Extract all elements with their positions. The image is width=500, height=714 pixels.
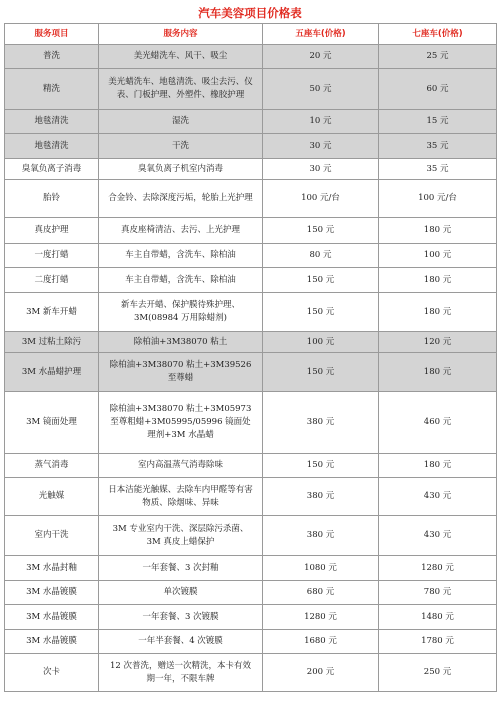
table-row bbox=[5, 392, 497, 454]
table-header-row bbox=[5, 24, 497, 45]
cell-five-seat-price: 150 元 bbox=[263, 293, 379, 332]
cell-five-seat-price: 20 元 bbox=[263, 45, 379, 69]
table-row bbox=[5, 605, 497, 630]
cell-seven-seat-price: 100 元/台 bbox=[379, 180, 497, 218]
cell-service-content: 日本洁能光触媒、去除车内甲醛等有害物质、除烟味、异味 bbox=[99, 478, 263, 516]
cell-five-seat-price: 150 元 bbox=[263, 353, 379, 392]
table-row bbox=[5, 654, 497, 692]
cell-five-seat-price: 680 元 bbox=[263, 581, 379, 605]
cell-seven-seat-price: 180 元 bbox=[379, 293, 497, 332]
cell-service-content: 一年套餐、3 次镀膜 bbox=[99, 605, 263, 630]
cell-seven-seat-price: 1780 元 bbox=[379, 630, 497, 654]
cell-seven-seat-price: 780 元 bbox=[379, 581, 497, 605]
cell-service-item: 3M 水晶封釉 bbox=[5, 556, 99, 581]
cell-service-content: 车主自带蜡，含洗车、除柏油 bbox=[99, 268, 263, 293]
cell-service-item: 地毯清洗 bbox=[5, 110, 99, 134]
table-row bbox=[5, 268, 497, 293]
table-row bbox=[5, 454, 497, 478]
cell-five-seat-price: 80 元 bbox=[263, 244, 379, 268]
cell-five-seat-price: 380 元 bbox=[263, 392, 379, 454]
table-body bbox=[5, 45, 497, 692]
cell-five-seat-price: 1680 元 bbox=[263, 630, 379, 654]
cell-service-item: 3M 新车开蜡 bbox=[5, 293, 99, 332]
table-row bbox=[5, 353, 497, 392]
cell-five-seat-price: 100 元/台 bbox=[263, 180, 379, 218]
column-header-seven-seat-price: 七座车(价格) bbox=[379, 24, 497, 45]
cell-five-seat-price: 30 元 bbox=[263, 134, 379, 159]
cell-seven-seat-price: 35 元 bbox=[379, 159, 497, 180]
cell-seven-seat-price: 430 元 bbox=[379, 478, 497, 516]
cell-five-seat-price: 150 元 bbox=[263, 268, 379, 293]
cell-five-seat-price: 150 元 bbox=[263, 454, 379, 478]
cell-seven-seat-price: 120 元 bbox=[379, 332, 497, 353]
cell-seven-seat-price: 250 元 bbox=[379, 654, 497, 692]
cell-service-content: 一年半套餐、4 次镀膜 bbox=[99, 630, 263, 654]
cell-five-seat-price: 30 元 bbox=[263, 159, 379, 180]
cell-service-item: 3M 过粘土除污 bbox=[5, 332, 99, 353]
cell-service-item: 真皮护理 bbox=[5, 218, 99, 244]
cell-service-item: 臭氧负离子消毒 bbox=[5, 159, 99, 180]
table-row bbox=[5, 159, 497, 180]
table-row bbox=[5, 293, 497, 332]
cell-service-item: 一度打蜡 bbox=[5, 244, 99, 268]
cell-seven-seat-price: 430 元 bbox=[379, 516, 497, 556]
cell-service-content: 12 次普洗，赠送一次精洗，本卡有效期一年，不限车牌 bbox=[99, 654, 263, 692]
cell-seven-seat-price: 15 元 bbox=[379, 110, 497, 134]
table-row bbox=[5, 69, 497, 110]
cell-five-seat-price: 380 元 bbox=[263, 478, 379, 516]
cell-service-content: 车主自带蜡，含洗车、除柏油 bbox=[99, 244, 263, 268]
cell-seven-seat-price: 60 元 bbox=[379, 69, 497, 110]
cell-seven-seat-price: 25 元 bbox=[379, 45, 497, 69]
cell-service-content: 单次镀膜 bbox=[99, 581, 263, 605]
table-row bbox=[5, 45, 497, 69]
cell-service-content: 臭氧负离子机室内消毒 bbox=[99, 159, 263, 180]
table-row bbox=[5, 180, 497, 218]
cell-service-item: 3M 水晶镀膜 bbox=[5, 605, 99, 630]
cell-service-item: 胎铃 bbox=[5, 180, 99, 218]
table-row bbox=[5, 110, 497, 134]
cell-service-item: 室内干洗 bbox=[5, 516, 99, 556]
cell-service-content: 3M 专业室内干洗、深层除污杀菌、3M 真皮上蜡保护 bbox=[99, 516, 263, 556]
cell-seven-seat-price: 180 元 bbox=[379, 353, 497, 392]
column-header-five-seat-price: 五座车(价格) bbox=[263, 24, 379, 45]
cell-seven-seat-price: 1480 元 bbox=[379, 605, 497, 630]
table-row bbox=[5, 134, 497, 159]
cell-seven-seat-price: 35 元 bbox=[379, 134, 497, 159]
table-row bbox=[5, 244, 497, 268]
cell-service-item: 3M 镜面处理 bbox=[5, 392, 99, 454]
cell-service-content: 真皮座椅清洁、去污、上光护理 bbox=[99, 218, 263, 244]
cell-service-content: 室内高温蒸气消毒除味 bbox=[99, 454, 263, 478]
table-row bbox=[5, 581, 497, 605]
cell-service-content: 湿洗 bbox=[99, 110, 263, 134]
column-header-item: 服务项目 bbox=[5, 24, 99, 45]
cell-service-content: 除柏油+3M38070 粘土+3M05973 至尊粗蜡+3M05995/05996 镜面处理剂+3M 水晶蜡 bbox=[99, 392, 263, 454]
cell-service-content: 合金铃、去除深度污垢，轮胎上光护理 bbox=[99, 180, 263, 218]
cell-five-seat-price: 150 元 bbox=[263, 218, 379, 244]
cell-service-item: 3M 水晶蜡护理 bbox=[5, 353, 99, 392]
cell-seven-seat-price: 180 元 bbox=[379, 218, 497, 244]
cell-seven-seat-price: 180 元 bbox=[379, 454, 497, 478]
cell-service-item: 3M 水晶镀膜 bbox=[5, 581, 99, 605]
cell-five-seat-price: 200 元 bbox=[263, 654, 379, 692]
cell-service-content: 美光蜡洗车、地毯清洗、吸尘去污、仪表、门板护理、外塑件、橡胶护理 bbox=[99, 69, 263, 110]
cell-seven-seat-price: 180 元 bbox=[379, 268, 497, 293]
table-row bbox=[5, 630, 497, 654]
cell-service-content: 新车去开蜡、保护膜待殊护理、3M(08984 万用除蜡剂) bbox=[99, 293, 263, 332]
cell-service-content: 美光蜡洗车、风干、吸尘 bbox=[99, 45, 263, 69]
cell-service-content: 干洗 bbox=[99, 134, 263, 159]
cell-service-item: 普洗 bbox=[5, 45, 99, 69]
cell-service-content: 除柏油+3M38070 粘土 bbox=[99, 332, 263, 353]
cell-seven-seat-price: 460 元 bbox=[379, 392, 497, 454]
cell-five-seat-price: 1280 元 bbox=[263, 605, 379, 630]
table-row bbox=[5, 218, 497, 244]
table-row bbox=[5, 332, 497, 353]
cell-five-seat-price: 50 元 bbox=[263, 69, 379, 110]
cell-service-item: 精洗 bbox=[5, 69, 99, 110]
cell-seven-seat-price: 100 元 bbox=[379, 244, 497, 268]
cell-service-item: 蒸气消毒 bbox=[5, 454, 99, 478]
column-header-content: 服务内容 bbox=[99, 24, 263, 45]
page-title: 汽车美容项目价格表 bbox=[198, 6, 302, 20]
table-row bbox=[5, 556, 497, 581]
table-row bbox=[5, 516, 497, 556]
cell-service-item: 二度打蜡 bbox=[5, 268, 99, 293]
table-row bbox=[5, 478, 497, 516]
cell-service-item: 地毯清洗 bbox=[5, 134, 99, 159]
cell-service-content: 一年套餐、3 次封釉 bbox=[99, 556, 263, 581]
cell-five-seat-price: 1080 元 bbox=[263, 556, 379, 581]
cell-service-content: 除柏油+3M38070 粘土+3M39526 至尊蜡 bbox=[99, 353, 263, 392]
cell-seven-seat-price: 1280 元 bbox=[379, 556, 497, 581]
cell-five-seat-price: 10 元 bbox=[263, 110, 379, 134]
cell-service-item: 3M 水晶镀膜 bbox=[5, 630, 99, 654]
cell-service-item: 光触媒 bbox=[5, 478, 99, 516]
price-table bbox=[4, 23, 497, 692]
cell-service-item: 次卡 bbox=[5, 654, 99, 692]
cell-five-seat-price: 380 元 bbox=[263, 516, 379, 556]
cell-five-seat-price: 100 元 bbox=[263, 332, 379, 353]
